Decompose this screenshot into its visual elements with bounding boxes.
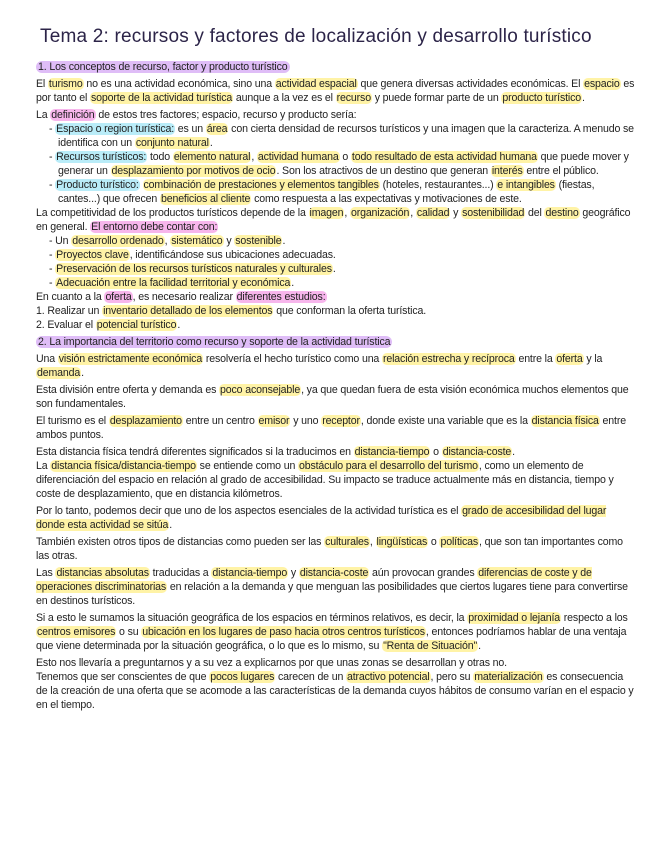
text-run: La xyxy=(36,460,51,472)
highlight-yellow: demanda xyxy=(37,367,81,379)
highlight-blue: Producto turístico: xyxy=(56,179,139,191)
text-run: respecto a los xyxy=(561,612,628,624)
paragraph xyxy=(36,108,637,122)
paragraph xyxy=(36,670,637,712)
text-run: , xyxy=(369,536,376,548)
paragraph xyxy=(36,656,637,670)
highlight-yellow: relación estrecha y recíproca xyxy=(382,353,515,365)
bullet-item xyxy=(36,248,637,262)
text-run: se entiende como un xyxy=(196,460,298,472)
text-run: resolvería el hecho turístico como una xyxy=(203,353,382,365)
highlight-yellow: distancia-coste xyxy=(442,446,512,458)
text-run: . xyxy=(478,640,481,652)
highlight-yellow: distancia-tiempo xyxy=(354,446,430,458)
list-line xyxy=(36,290,637,304)
highlight-yellow: distancia-tiempo xyxy=(212,567,288,579)
highlight-yellow: emisor xyxy=(258,415,290,427)
list-line xyxy=(36,304,637,318)
text-run: geográfico en general. xyxy=(36,207,631,233)
text-run: - xyxy=(49,277,56,289)
text-run: es un xyxy=(175,123,206,135)
highlight-yellow: espacio xyxy=(584,78,620,90)
text-run: y xyxy=(450,207,462,219)
highlight-yellow: centros emisores xyxy=(37,626,116,638)
text-run: . xyxy=(169,519,173,531)
bullet-item xyxy=(36,150,637,178)
text-run: Si a esto le sumamos la situación geográfica de los espacios en términos relativos, es decir, la xyxy=(36,612,468,624)
text-run: aún provocan grandes xyxy=(369,567,478,579)
text-run: entre el público. xyxy=(523,165,599,177)
text-run: , xyxy=(344,207,350,219)
bullet-item xyxy=(36,276,637,290)
highlight-yellow: recurso xyxy=(336,92,371,104)
document-body xyxy=(36,60,637,712)
text-run: entre la xyxy=(515,353,556,365)
text-run: , xyxy=(410,207,416,219)
text-run: , es necesario realizar xyxy=(132,291,236,303)
text-run: y xyxy=(288,567,299,579)
highlight-yellow: organización xyxy=(350,207,410,219)
text-run: - Un xyxy=(49,235,72,247)
highlight-yellow: materialización xyxy=(474,671,543,683)
text-run: , donde existe una variable que es la xyxy=(360,415,531,427)
bullet-item xyxy=(36,234,637,248)
highlight-yellow: elemento natural xyxy=(173,151,251,163)
text-run: - xyxy=(49,249,56,261)
highlight-yellow: ubicación en los lugares de paso hacia otros centros turísticos xyxy=(142,626,425,638)
text-run: , que son tan importantes como las otras. xyxy=(36,536,623,562)
highlight-yellow: receptor xyxy=(322,415,360,427)
bullet-item xyxy=(36,178,637,206)
highlight-yellow: proximidad o lejanía xyxy=(468,612,561,624)
paragraph xyxy=(36,611,637,653)
highlight-yellow: todo resultado de esta actividad humana xyxy=(351,151,537,163)
text-run: Las xyxy=(36,567,56,579)
highlight-yellow: área xyxy=(206,123,228,135)
text-run: y la xyxy=(583,353,603,365)
bullet-item xyxy=(36,262,637,276)
section-heading xyxy=(36,60,637,74)
highlight-yellow: producto turístico xyxy=(502,92,581,104)
highlight-violet: 2. La importancia del territorio como recurso y soporte de la actividad turística xyxy=(38,336,391,348)
highlight-pink: definición xyxy=(51,109,95,121)
text-run: con cierta densidad de recursos turísticos y una imagen que la caracteriza. A menudo se identifica con un xyxy=(58,123,634,149)
text-run: . xyxy=(512,446,515,458)
paragraph xyxy=(36,414,637,442)
text-run: 1. Realizar un xyxy=(36,305,103,317)
paragraph xyxy=(36,383,637,411)
highlight-yellow: Adecuación entre la facilidad territorial y económica xyxy=(56,277,291,289)
text-run: que genera diversas actividades económicas. El xyxy=(357,78,584,90)
highlight-yellow: destino xyxy=(545,207,579,219)
highlight-yellow: distancia física/distancia-tiempo xyxy=(51,460,196,472)
paragraph xyxy=(36,352,637,380)
text-run: en relación a la demanda y que menguan las posibilidades que ciertos lugares tiene para convertirse en destinos turísticos. xyxy=(36,581,628,607)
page-title: Tema 2: recursos y factores de localización y desarrollo turístico xyxy=(40,26,592,47)
list-line xyxy=(36,318,637,332)
text-run: entre un centro xyxy=(182,415,258,427)
highlight-pink: El entorno debe contar con: xyxy=(91,221,218,233)
text-run: . xyxy=(209,137,213,149)
highlight-yellow: actividad espacial xyxy=(275,78,357,90)
text-run: o xyxy=(428,536,440,548)
highlight-yellow: atractivo potencial xyxy=(347,671,430,683)
paragraph xyxy=(36,206,637,234)
text-run: . xyxy=(81,367,84,379)
highlight-yellow: imagen xyxy=(309,207,344,219)
paragraph xyxy=(36,77,637,105)
text-run: entre ambos puntos. xyxy=(36,415,626,441)
text-run: , pero su xyxy=(430,671,474,683)
highlight-yellow: desarrollo ordenado xyxy=(72,235,164,247)
highlight-yellow: turismo xyxy=(48,78,83,90)
text-run: También existen otros tipos de distancias como pueden ser las xyxy=(36,536,325,548)
text-run: traducidas a xyxy=(149,567,212,579)
highlight-yellow: distancias absolutas xyxy=(56,567,149,579)
text-run: - xyxy=(49,123,56,135)
text-run: Esta distancia física tendrá diferentes significados si la traducimos en xyxy=(36,446,354,458)
highlight-yellow: Proyectos clave xyxy=(56,249,129,261)
highlight-yellow: desplazamiento por motivos de ocio xyxy=(111,165,276,177)
text-run: Una xyxy=(36,353,58,365)
highlight-violet: 1. Los conceptos de recurso, factor y producto turístico xyxy=(38,61,288,73)
highlight-yellow: sostenibilidad xyxy=(462,207,525,219)
highlight-yellow: sistemático xyxy=(171,235,223,247)
text-run: o xyxy=(430,446,442,458)
text-run: , identificándose sus ubicaciones adecuadas. xyxy=(129,249,336,261)
text-run: carecen de un xyxy=(275,671,346,683)
highlight-yellow: "Renta de Situación" xyxy=(383,640,478,652)
highlight-yellow: interés xyxy=(491,165,523,177)
text-run: no es una actividad económica, sino una xyxy=(83,78,275,90)
text-run: . xyxy=(291,277,295,289)
highlight-yellow: potencial turístico xyxy=(96,319,177,331)
highlight-blue: Recursos turísticos: xyxy=(56,151,147,163)
text-run: Esta división entre oferta y demanda es xyxy=(36,384,220,396)
text-run: o su xyxy=(116,626,142,638)
text-run: (hoteles, restaurantes...) xyxy=(379,179,497,191)
text-run: . xyxy=(282,235,286,247)
text-run: Esto nos llevaría a preguntarnos y a su vez a explicarnos por que unas zonas se desarrollan y otras no. xyxy=(36,657,507,669)
highlight-pink: oferta xyxy=(105,291,132,303)
highlight-yellow: visión estrictamente económica xyxy=(58,353,203,365)
text-run: y puede formar parte de un xyxy=(371,92,502,104)
highlight-yellow: soporte de la actividad turística xyxy=(91,92,233,104)
text-run: todo xyxy=(147,151,173,163)
highlight-yellow: calidad xyxy=(416,207,450,219)
highlight-blue: Espacio o region turística: xyxy=(56,123,175,135)
highlight-yellow: diferencias de coste y de operaciones discriminatorias xyxy=(36,567,592,593)
text-run: que conforman la oferta turística. xyxy=(273,305,426,317)
text-run: El turismo es el xyxy=(36,415,109,427)
text-run: . xyxy=(332,263,336,275)
highlight-yellow: grado de accesibilidad del lugar donde esta actividad se sitúa xyxy=(36,505,607,531)
highlight-yellow: e intangibles xyxy=(497,179,555,191)
highlight-yellow: pocos lugares xyxy=(210,671,275,683)
paragraph xyxy=(36,504,637,532)
text-run: 2. Evaluar el xyxy=(36,319,96,331)
text-run: Por lo tanto, podemos decir que uno de los aspectos esenciales de la actividad turística es el xyxy=(36,505,462,517)
text-run: Tenemos que ser conscientes de que xyxy=(36,671,210,683)
text-run: como respuesta a las expectativas y motivaciones de este. xyxy=(251,193,522,205)
highlight-yellow: distancia-coste xyxy=(299,567,369,579)
text-run: La competitividad de los productos turísticos depende de la xyxy=(36,207,309,219)
text-run: . xyxy=(177,319,181,331)
paragraph xyxy=(36,566,637,608)
text-run: es por tanto el xyxy=(36,78,635,104)
highlight-yellow: beneficios al cliente xyxy=(160,193,251,205)
highlight-yellow: sostenible xyxy=(235,235,282,247)
text-run: . Son los atractivos de un destino que generan xyxy=(276,165,491,177)
text-run: El xyxy=(36,78,48,90)
bullet-item xyxy=(36,122,637,150)
highlight-yellow: actividad humana xyxy=(257,151,339,163)
text-run: y uno xyxy=(290,415,322,427)
text-run: es consecuencia de la creación de una oferta que se acomode a las características de la demanda cuyos hábitos de consumo varían en el espacio y en el tiempo. xyxy=(36,671,634,711)
text-run: y xyxy=(223,235,235,247)
text-run: o xyxy=(339,151,351,163)
paragraph xyxy=(36,535,637,563)
text-run: . xyxy=(581,92,585,104)
paragraph xyxy=(36,445,637,459)
text-run: , ya que quedan fuera de esta visión económica muchos elementos que son fundamentales. xyxy=(36,384,629,410)
text-run: del xyxy=(525,207,545,219)
text-run: , entonces podríamos hablar de una ventaja que viene determinada por la situación geográfica, o lo que es lo mismo, su xyxy=(36,626,627,652)
highlight-yellow: culturales xyxy=(325,536,369,548)
text-run: aunque a la vez es el xyxy=(233,92,336,104)
highlight-yellow: poco aconsejable xyxy=(220,384,301,396)
text-run: , xyxy=(164,235,171,247)
text-run: , como un elemento de diferenciación del espacio en relación al grado de accesibilidad. Su impacto se traduce actualmente más en distancia, tiempo y coste de desplazamiento, que en distancia kilómetros. xyxy=(36,460,614,500)
paragraph xyxy=(36,459,637,501)
text-run: , xyxy=(251,151,257,163)
highlight-pink: diferentes estudios: xyxy=(236,291,326,303)
text-run: La xyxy=(36,109,51,121)
highlight-yellow: inventario detallado de los elementos xyxy=(103,305,273,317)
text-run: - xyxy=(49,151,56,163)
highlight-yellow: distancia física xyxy=(531,415,599,427)
text-run: que puede mover y generar un xyxy=(58,151,629,177)
text-run: - xyxy=(49,263,56,275)
text-run: - xyxy=(49,179,56,191)
highlight-yellow: oferta xyxy=(556,353,583,365)
text-run: (fiestas, cantes...) que ofrecen xyxy=(58,179,595,205)
text-run: En cuanto a la xyxy=(36,291,105,303)
section-heading xyxy=(36,335,637,349)
highlight-yellow: obstáculo para el desarrollo del turismo xyxy=(298,460,478,472)
highlight-yellow: Preservación de los recursos turísticos naturales y culturales xyxy=(56,263,332,275)
highlight-yellow: desplazamiento xyxy=(109,415,182,427)
highlight-yellow: conjunto natural xyxy=(135,137,209,149)
highlight-yellow: lingüísticas xyxy=(376,536,428,548)
text-run: de estos tres factores; espacio, recurso y producto sería: xyxy=(95,109,357,121)
highlight-yellow: políticas xyxy=(440,536,478,548)
highlight-yellow: combinación de prestaciones y elementos tangibles xyxy=(143,179,379,191)
